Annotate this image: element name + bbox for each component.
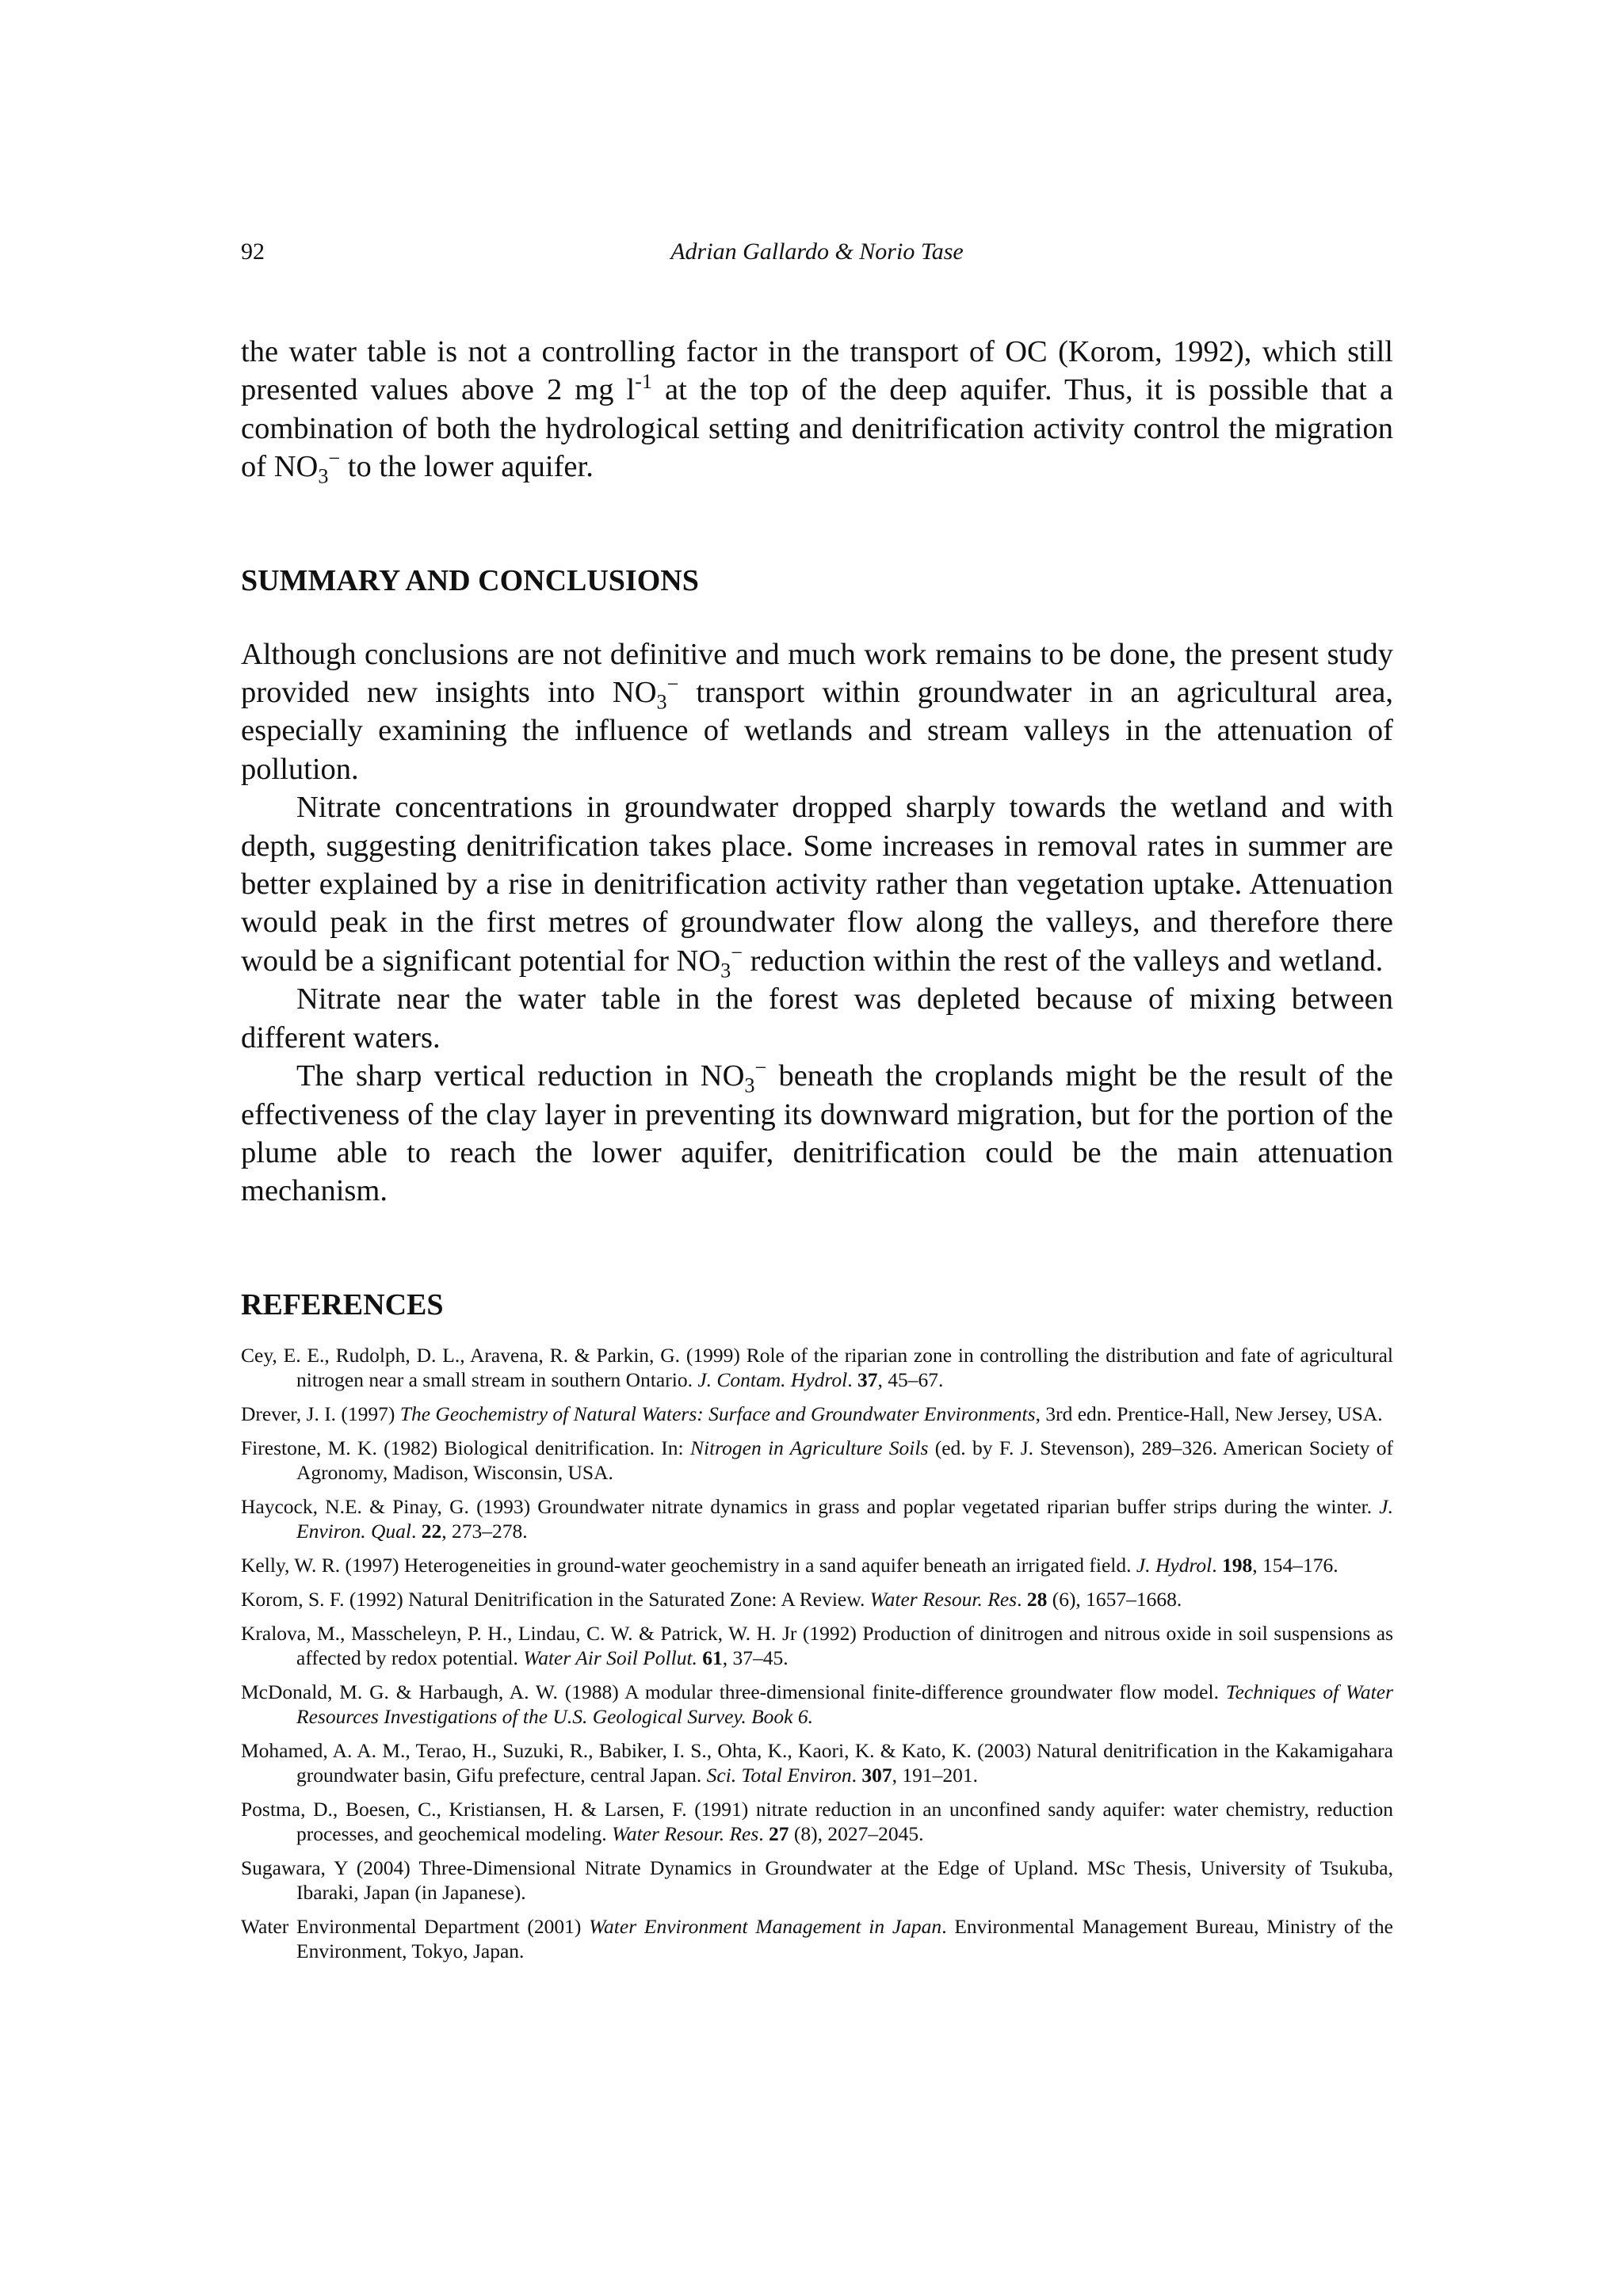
page-body	[241, 333, 1393, 1973]
reference-part-i: J. Environ. Qual	[296, 1494, 1393, 1543]
reference-part-b: 22	[421, 1519, 442, 1543]
summary-p4-text-b: beneath the croplands might be the result of the effectiveness of the clay layer in preventing its downward migration, but for the portion of the plume able to reach the lower aquifer, denitrification could be the main attenuation mechanism.	[241, 1059, 1393, 1208]
reference-part-a: Haycock, N.E. & Pinay, G. (1993) Groundwater nitrate dynamics in grass and poplar vegetated riparian buffer strips during the winter.	[241, 1494, 1380, 1518]
reference-part-c: (ed. by F. J. Stevenson), 289–326. American Society of Agronomy, Madison, Wisconsin, USA.	[296, 1436, 1394, 1484]
reference-part-m: .	[847, 1367, 857, 1391]
reference-part-a: Korom, S. F. (1992) Natural Denitrification in the Saturated Zone: A Review.	[241, 1587, 870, 1611]
reference-part-m: .	[1017, 1587, 1027, 1611]
reference-part-c: , 37–45.	[722, 1646, 789, 1669]
reference-part-c: (8), 2027–2045.	[789, 1821, 924, 1845]
reference-part-b: 307	[861, 1763, 892, 1787]
reference-part-b: 37	[857, 1367, 878, 1391]
summary-p2-charge: −	[731, 941, 743, 965]
summary-p4-charge: −	[754, 1056, 767, 1080]
reference-item	[241, 1914, 1393, 1963]
reference-part-b: 27	[769, 1821, 789, 1845]
reference-part-a: Kelly, W. R. (1997) Heterogeneities in ground-water geochemistry in a sand aquifer beneath an irrigated field.	[241, 1553, 1136, 1577]
reference-part-a: Cey, E. E., Rudolph, D. L., Aravena, R. & Parkin, G. (1999) Role of the riparian zone in controlling the distribution and fate of agricultural nitrogen near a small stream in southern Ontario.	[241, 1343, 1393, 1391]
reference-item	[241, 1797, 1393, 1846]
reference-part-i: Water Environment Management in Japan	[589, 1914, 942, 1938]
reference-item	[241, 1402, 1393, 1426]
summary-p1-text-b: transport within groundwater in an agricultural area, especially examining the influence of wetlands and stream valleys in the attenuation of pollution.	[241, 676, 1393, 786]
reference-part-c: (6), 1657–1668.	[1047, 1587, 1182, 1611]
references-heading: REFERENCES	[241, 1287, 444, 1322]
reference-part-i: Sci. Total Environ	[706, 1763, 852, 1787]
summary-p1-charge: −	[666, 673, 679, 696]
summary-paragraph-3: Nitrate near the water table in the forest was depleted because of mixing between different waters.	[241, 982, 1393, 1055]
reference-part-c: , 154–176.	[1252, 1553, 1338, 1577]
reference-part-a: Kralova, M., Masscheleyn, P. H., Lindau, C. W. & Patrick, W. H. Jr (1992) Production of dinitrogen and nitrous oxide in soil suspensions as affected by redox potential.	[241, 1621, 1393, 1669]
reference-part-a: Firestone, M. K. (1982) Biological denitrification. In:	[241, 1436, 690, 1459]
page-number: 92	[241, 238, 265, 265]
reference-part-i: Nitrogen in Agriculture Soils	[689, 1436, 929, 1459]
reference-part-c: , 191–201.	[892, 1763, 978, 1787]
intro-text-c: to the lower aquifer.	[340, 450, 594, 484]
reference-part-a: Sugawara, Y (2004) Three-Dimensional Nitrate Dynamics in Groundwater at the Edge of Upland. MSc Thesis, University of Tsukuba, Ibaraki, Japan (in Japanese).	[241, 1855, 1393, 1904]
summary-p4-text-a: The sharp vertical reduction in NO	[296, 1059, 745, 1093]
summary-p2-subscript: 3	[720, 959, 731, 982]
intro-text-b: at the top of the deep aquifer. Thus, it is possible that a combination of both the hydrological setting and denitrification activity control the migration of NO	[241, 373, 1393, 484]
intro-charge: −	[328, 447, 341, 471]
reference-part-a: Drever, J. I. (1997)	[241, 1402, 400, 1425]
reference-part-m: .	[851, 1763, 862, 1787]
summary-p4-subscript: 3	[744, 1074, 755, 1097]
summary-p1-text-a: Although conclusions are not definitive and much work remains to be done, the present study provided new insights into NO	[241, 637, 1393, 710]
summary-paragraph-1	[241, 635, 1393, 789]
reference-part-b: 198	[1222, 1553, 1253, 1577]
page-header	[241, 235, 1393, 269]
reference-part-b: 61	[702, 1646, 723, 1669]
reference-part-i: J. Contam. Hydrol	[697, 1367, 848, 1391]
reference-item	[241, 1621, 1393, 1670]
reference-part-a: Mohamed, A. A. M., Terao, H., Suzuki, R., Babiker, I. S., Ohta, K., Kaori, K. & Kato, K. (2003) Natural denitrification in the Kakamigahara groundwater basin, Gifu prefecture, central Japan.	[241, 1738, 1393, 1787]
summary-p1-subscript: 3	[656, 690, 667, 714]
reference-item	[241, 1343, 1393, 1392]
reference-part-c: , 273–278.	[441, 1519, 528, 1543]
reference-part-i: Water Resour. Res	[869, 1587, 1018, 1611]
reference-part-c: , 3rd edn. Prentice-Hall, New Jersey, USA.	[1035, 1402, 1383, 1425]
reference-part-i: Water Air Soil Pollut.	[523, 1646, 697, 1669]
summary-p2-text-b: reduction within the rest of the valleys and wetland.	[743, 944, 1384, 978]
reference-part-c: . Environmental Management Bureau, Ministry of the Environment, Tokyo, Japan.	[296, 1914, 1393, 1962]
reference-part-i: The Geochemistry of Natural Waters: Surface and Groundwater Environments	[399, 1402, 1036, 1425]
reference-part-m: .	[1212, 1553, 1223, 1577]
intro-subscript: 3	[318, 464, 329, 488]
intro-text-a: the water table is not a controlling factor in the transport of OC (Korom, 1992), which still presented values above 2 mg l	[241, 335, 1393, 407]
summary-heading: SUMMARY AND CONCLUSIONS	[241, 563, 699, 597]
intro-superscript: -1	[635, 370, 652, 394]
reference-part-m: .	[758, 1821, 769, 1845]
reference-part-a: Postma, D., Boesen, C., Kristiansen, H. & Larsen, F. (1991) nitrate reduction in an unconfined sandy aquifer: water chemistry, reduction processes, and geochemical modeling.	[241, 1797, 1393, 1845]
summary-p2-text-a: Nitrate concentrations in groundwater dropped sharply towards the wetland and with depth, suggesting denitrification takes place. Some increases in removal rates in summer are better explained by a rise in denitrification activity rather than vegetation uptake. Attenuation would peak in the first metres of groundwater flow along the valleys, and therefore there would be a significant potential for NO	[241, 791, 1393, 978]
reference-part-i: J. Hydrol	[1136, 1553, 1212, 1577]
reference-part-i: Water Resour. Res	[611, 1821, 759, 1845]
reference-list	[241, 1343, 1393, 1963]
reference-item	[241, 1855, 1393, 1905]
running-title: Adrian Gallardo & Norio Tase	[670, 238, 964, 265]
summary-paragraph-4	[241, 1057, 1393, 1211]
intro-paragraph	[241, 333, 1393, 486]
reference-part-m: .	[411, 1519, 422, 1543]
reference-part-i: Techniques of Water Resources Investigations of the U.S. Geological Survey. Book 6.	[296, 1680, 1393, 1728]
reference-item	[241, 1436, 1393, 1485]
reference-part-a: Water Environmental Department (2001)	[241, 1914, 590, 1938]
reference-part-c: , 45–67.	[877, 1367, 944, 1391]
reference-item	[241, 1738, 1393, 1787]
reference-part-b: 28	[1026, 1587, 1048, 1611]
reference-part-a: McDonald, M. G. & Harbaugh, A. W. (1988) A modular three-dimensional finite-difference groundwater flow model.	[241, 1680, 1226, 1703]
summary-paragraph-2	[241, 788, 1393, 980]
reference-item	[241, 1680, 1393, 1729]
reference-item	[241, 1494, 1393, 1543]
reference-item	[241, 1587, 1393, 1611]
reference-item	[241, 1553, 1393, 1577]
